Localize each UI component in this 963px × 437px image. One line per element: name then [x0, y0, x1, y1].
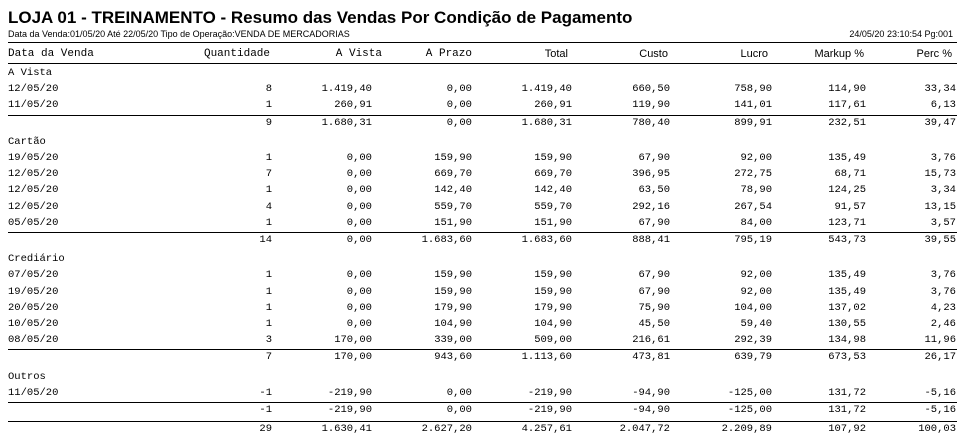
cell-total: 559,70 [534, 200, 572, 213]
subtotal-custo: 888,41 [632, 234, 670, 246]
cell-custo: 63,50 [638, 184, 670, 197]
cell-markup: 131,72 [828, 386, 866, 399]
cell-markup: 124,25 [828, 184, 866, 197]
cell-markup: 135,49 [828, 269, 866, 282]
subtotal-row [0, 351, 963, 365]
cell-custo: 75,90 [638, 301, 670, 314]
cell-lucro: 267,54 [734, 200, 772, 213]
cell-total: 1.419,40 [521, 83, 572, 96]
subtotal-markup: 543,73 [828, 234, 866, 246]
column-header-quantidade: Quantidade [203, 48, 270, 60]
subtotal-perc: 26,17 [924, 351, 956, 364]
subtotal-row [0, 404, 963, 418]
cell-lucro: 92,00 [740, 285, 772, 298]
subtotal-aprazo: 0,00 [446, 116, 472, 129]
cell-lucro: 78,90 [740, 184, 772, 197]
cell-aprazo: 159,90 [434, 152, 472, 164]
cell-custo: 67,90 [638, 269, 670, 282]
cell-aprazo: 151,90 [434, 216, 472, 229]
cell-avista: 0,00 [346, 318, 372, 330]
cell-avista: 170,00 [334, 334, 372, 347]
cell-perc: 3,76 [930, 152, 956, 164]
table-row [0, 318, 963, 332]
cell-custo: 660,50 [632, 83, 670, 96]
subtotal-lucro: -125,00 [727, 404, 772, 416]
subtotal-markup: 131,72 [828, 404, 866, 416]
group-label: Outros [8, 370, 46, 383]
column-header-perc: Perc % [916, 48, 952, 60]
table-row [0, 286, 963, 300]
subtotal-qtd: 7 [265, 351, 272, 364]
cell-total: 159,90 [534, 152, 572, 164]
cell-total: 159,90 [534, 269, 572, 282]
cell-avista: 1.419,40 [321, 83, 372, 96]
cell-lucro: 758,90 [734, 83, 772, 96]
cell-perc: -5,16 [924, 386, 956, 399]
subtotal-aprazo: 1.683,60 [421, 234, 472, 246]
cell-perc: 3,76 [930, 269, 956, 282]
subtotal-avista: 1.680,31 [321, 116, 372, 129]
cell-qtd: 4 [265, 200, 272, 213]
subtotal-custo: -94,90 [632, 404, 670, 416]
grand-total-lucro: 2.209,89 [721, 423, 772, 436]
subtotal-perc: 39,47 [924, 116, 956, 129]
cell-avista: 0,00 [346, 168, 372, 181]
cell-lucro: 92,00 [740, 152, 772, 164]
subtotal-aprazo: 0,00 [446, 404, 472, 416]
cell-qtd: -1 [259, 386, 272, 399]
cell-lucro: 59,40 [740, 318, 772, 330]
cell-perc: 4,23 [930, 301, 956, 314]
cell-markup: 135,49 [828, 152, 866, 164]
cell-markup: 114,90 [828, 83, 866, 96]
report-title: LOJA 01 - TREINAMENTO - Resumo das Vendas Por Condição de Pagamento [8, 8, 633, 27]
cell-aprazo: 669,70 [434, 168, 472, 181]
cell-perc: 2,46 [930, 318, 956, 330]
cell-markup: 91,57 [834, 200, 866, 213]
cell-custo: 292,16 [632, 200, 670, 213]
cell-markup: 68,71 [834, 168, 866, 181]
cell-total: 179,90 [534, 301, 572, 314]
cell-data-venda: 08/05/20 [8, 334, 59, 347]
cell-custo: 67,90 [638, 285, 670, 298]
cell-avista: 0,00 [346, 285, 372, 298]
group-label: Crediário [8, 253, 65, 266]
cell-perc: 15,73 [924, 168, 956, 181]
subtotal-avista: 0,00 [346, 234, 372, 246]
group-label: A Vista [8, 67, 53, 79]
cell-total: 142,40 [534, 184, 572, 197]
cell-lucro: 141,01 [734, 99, 772, 112]
cell-qtd: 1 [265, 152, 272, 164]
cell-markup: 117,61 [828, 99, 866, 112]
column-header-custo: Custo [639, 48, 668, 60]
cell-aprazo: 159,90 [434, 269, 472, 282]
header-top-rule [8, 42, 957, 43]
subtotal-rule [8, 349, 957, 350]
table-row [0, 99, 963, 113]
cell-total: 509,00 [534, 334, 572, 347]
cell-aprazo: 104,90 [434, 318, 472, 330]
cell-data-venda: 12/05/20 [8, 83, 59, 96]
cell-perc: 13,15 [924, 200, 956, 213]
grand-total-custo: 2.047,72 [619, 423, 670, 436]
cell-lucro: 92,00 [740, 269, 772, 282]
cell-data-venda: 19/05/20 [8, 152, 59, 164]
cell-markup: 135,49 [828, 285, 866, 298]
group-label: Cartão [8, 135, 46, 148]
cell-total: 151,90 [534, 216, 572, 229]
cell-aprazo: 0,00 [446, 83, 472, 96]
subtotal-markup: 673,53 [828, 351, 866, 364]
cell-total: 159,90 [534, 285, 572, 298]
cell-qtd: 3 [265, 334, 272, 347]
cell-data-venda: 05/05/20 [8, 216, 59, 229]
column-header-avista: A Vista [335, 48, 382, 60]
subtotal-qtd: -1 [259, 404, 272, 416]
cell-avista: 0,00 [346, 269, 372, 282]
subtotal-avista: -219,90 [327, 404, 372, 416]
subtotal-rule [8, 232, 957, 233]
table-row [0, 217, 963, 231]
cell-markup: 137,02 [828, 301, 866, 314]
subtotal-lucro: 639,79 [734, 351, 772, 364]
cell-perc: 6,13 [930, 99, 956, 112]
cell-data-venda: 12/05/20 [8, 168, 59, 181]
subtotal-total: 1.113,60 [521, 351, 572, 364]
cell-custo: -94,90 [632, 386, 670, 399]
cell-perc: 3,57 [930, 216, 956, 229]
table-row [0, 201, 963, 215]
subtotal-avista: 170,00 [334, 351, 372, 364]
cell-aprazo: 0,00 [446, 99, 472, 112]
cell-aprazo: 0,00 [446, 386, 472, 399]
cell-qtd: 1 [265, 318, 272, 330]
grand-total-perc: 100,03 [918, 423, 956, 436]
cell-data-venda: 19/05/20 [8, 285, 59, 298]
cell-qtd: 1 [265, 99, 272, 112]
cell-custo: 67,90 [638, 216, 670, 229]
grand-total-markup: 107,92 [828, 423, 866, 436]
subtotal-lucro: 899,91 [734, 116, 772, 129]
grand-total-aprazo: 2.627,20 [421, 423, 472, 436]
cell-data-venda: 07/05/20 [8, 269, 59, 282]
cell-total: 104,90 [534, 318, 572, 330]
subtotal-custo: 780,40 [632, 116, 670, 129]
column-header-data: Data da Venda [8, 48, 94, 60]
cell-total: -219,90 [527, 386, 572, 399]
table-row [0, 83, 963, 97]
subtotal-perc: 39,55 [924, 234, 956, 246]
table-row [0, 184, 963, 198]
column-header-aprazo: A Prazo [425, 48, 472, 60]
subtotal-total: -219,90 [527, 404, 572, 416]
cell-aprazo: 159,90 [434, 285, 472, 298]
table-row [0, 334, 963, 348]
subtotal-aprazo: 943,60 [434, 351, 472, 364]
subtotal-rule [8, 115, 957, 116]
cell-avista: 0,00 [346, 184, 372, 197]
header-bottom-rule [8, 63, 957, 64]
cell-qtd: 1 [265, 301, 272, 314]
cell-qtd: 1 [265, 285, 272, 298]
table-row [0, 302, 963, 316]
cell-qtd: 1 [265, 184, 272, 197]
table-row [0, 168, 963, 182]
cell-aprazo: 339,00 [434, 334, 472, 347]
cell-avista: 0,00 [346, 152, 372, 164]
subtotal-row [0, 117, 963, 131]
grand-total-total: 4.257,61 [521, 423, 572, 436]
cell-qtd: 1 [265, 269, 272, 282]
subtotal-row [0, 234, 963, 248]
cell-perc: 3,34 [930, 184, 956, 197]
cell-lucro: 104,00 [734, 301, 772, 314]
subtotal-total: 1.683,60 [521, 234, 572, 246]
cell-custo: 67,90 [638, 152, 670, 164]
subtotal-rule [8, 402, 957, 403]
cell-qtd: 1 [265, 216, 272, 229]
cell-custo: 216,61 [632, 334, 670, 347]
cell-custo: 119,90 [632, 99, 670, 112]
subtotal-perc: -5,16 [924, 404, 956, 416]
cell-lucro: 272,75 [734, 168, 772, 181]
cell-avista: 0,00 [346, 216, 372, 229]
cell-avista: 0,00 [346, 200, 372, 213]
cell-aprazo: 559,70 [434, 200, 472, 213]
column-header-row [0, 48, 963, 62]
grand-total-qtd: 29 [259, 423, 272, 436]
subtotal-markup: 232,51 [828, 116, 866, 129]
table-row [0, 387, 963, 401]
cell-data-venda: 12/05/20 [8, 184, 59, 197]
table-row [0, 152, 963, 166]
cell-custo: 396,95 [632, 168, 670, 181]
column-header-total: Total [544, 48, 568, 60]
cell-lucro: -125,00 [727, 386, 772, 399]
subtotal-custo: 473,81 [632, 351, 670, 364]
cell-qtd: 7 [265, 168, 272, 181]
table-row [0, 269, 963, 283]
grand-total-rule [8, 421, 957, 422]
column-header-markup: Markup % [814, 48, 864, 60]
subtotal-total: 1.680,31 [521, 116, 572, 129]
cell-data-venda: 11/05/20 [8, 386, 59, 399]
cell-aprazo: 179,90 [434, 301, 472, 314]
subtotal-qtd: 9 [265, 116, 272, 129]
cell-markup: 130,55 [828, 318, 866, 330]
grand-total-row [0, 423, 963, 437]
cell-avista: 0,00 [346, 301, 372, 314]
cell-lucro: 292,39 [734, 334, 772, 347]
cell-custo: 45,50 [638, 318, 670, 330]
cell-data-venda: 10/05/20 [8, 318, 59, 330]
cell-perc: 33,34 [924, 83, 956, 96]
cell-total: 669,70 [534, 168, 572, 181]
cell-data-venda: 20/05/20 [8, 301, 59, 314]
report-filter-info: Data da Venda:01/05/20 Até 22/05/20 Tipo de Operação:VENDA DE MERCADORIAS [8, 29, 350, 39]
cell-avista: -219,90 [327, 386, 372, 399]
cell-markup: 123,71 [828, 216, 866, 229]
cell-perc: 3,76 [930, 285, 956, 298]
cell-data-venda: 11/05/20 [8, 99, 59, 112]
subtotal-qtd: 14 [259, 234, 272, 246]
grand-total-avista: 1.630,41 [321, 423, 372, 436]
cell-total: 260,91 [534, 99, 572, 112]
report-timestamp: 24/05/20 23:10:54 Pg:001 [849, 29, 953, 39]
cell-markup: 134,98 [828, 334, 866, 347]
subtotal-lucro: 795,19 [734, 234, 772, 246]
cell-aprazo: 142,40 [434, 184, 472, 197]
cell-qtd: 8 [265, 83, 272, 96]
cell-data-venda: 12/05/20 [8, 200, 59, 213]
cell-avista: 260,91 [334, 99, 372, 112]
cell-perc: 11,96 [924, 334, 956, 347]
column-header-lucro: Lucro [740, 48, 768, 60]
cell-lucro: 84,00 [740, 216, 772, 229]
